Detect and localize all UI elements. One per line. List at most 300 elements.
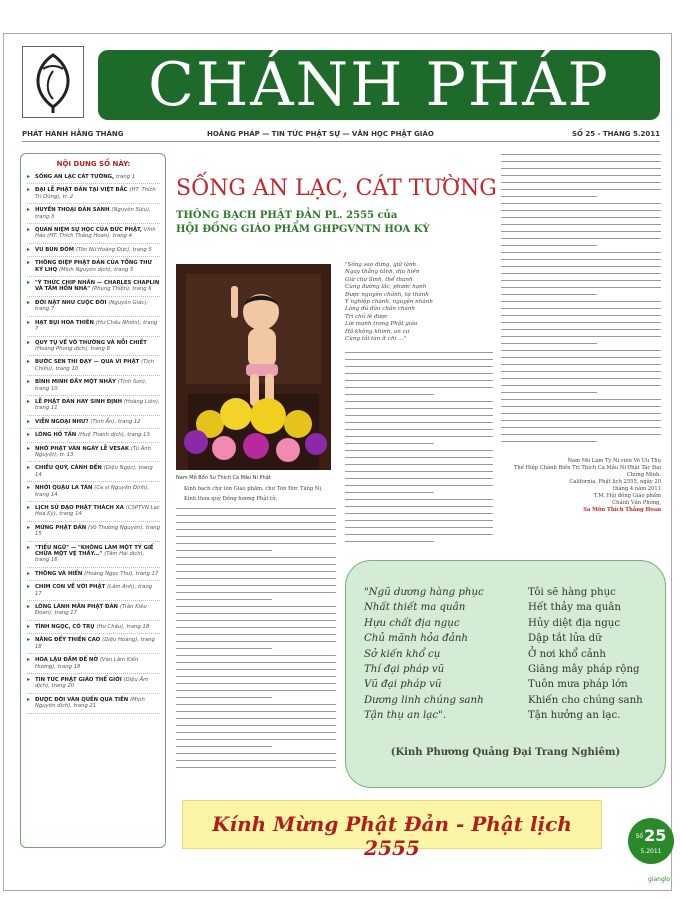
toc-item-title: CHIM CON VỀ VỚI PHẬT [35, 584, 108, 591]
toc-item [27, 378, 160, 396]
toc-item [27, 246, 160, 257]
signature-line: California, Phật lịch 2555, ngày 20 [569, 479, 661, 485]
text-line [176, 534, 336, 539]
text-line [501, 362, 661, 367]
poem-line-right: Ở nơi khổ cảnh [528, 648, 606, 660]
toc-item-page: (Minh Nguyên dịch), trang 5 [58, 266, 134, 273]
toc-item-page: trang 1 [115, 174, 136, 180]
poem-line-right: Hết thảy ma quân [528, 602, 621, 614]
bullet-icon: ▸ [27, 695, 31, 703]
poem-line-right: Giăng mây pháp rộng [528, 664, 640, 676]
toc-item [27, 279, 160, 297]
toc-item-title: ĐẠI LỄ PHẬT ĐẢN TẠI VIỆT BẮC [35, 187, 130, 194]
signature-name: Sa Môn Thích Thắng Hoan [583, 507, 661, 513]
text-line [345, 364, 493, 369]
bullet-icon: ▸ [27, 206, 31, 214]
text-line [345, 448, 493, 453]
article-subtitle-line1: THÔNG BẠCH PHẬT ĐẢN PL. 2555 của [176, 210, 398, 221]
toc-item-title: VU BÙN ĐỎM [35, 246, 76, 253]
toc-item [27, 186, 160, 204]
signature-line: Nam Mô Lâm Tỳ Ni viên Vô Ưu Thụ [567, 458, 661, 464]
text-line [345, 434, 493, 439]
table-of-contents [20, 153, 166, 848]
toc-item-page: (Văn Lâm Kiến Hương), trang 18 [35, 657, 139, 670]
inline-poem-line: Tri chủ lẽ được [345, 313, 388, 320]
toc-item-page: (Tôn Nữ Hoàng Đức), trang 5 [75, 246, 152, 253]
inline-poem-line: Được nguyên chánh, tự thành [345, 291, 429, 298]
text-line [176, 625, 336, 630]
text-line [501, 432, 661, 437]
badge-prefix: Số [635, 833, 644, 840]
signature-lines [501, 458, 661, 507]
toc-item-page: (Lâm Anh), trang 17 [35, 584, 153, 597]
text-line [345, 462, 493, 467]
toc-item-title: HẠT BỤI HOA THIÊN [35, 319, 96, 326]
text-line [176, 576, 336, 581]
toc-item-title: SỐNG AN LẠC CÁT TƯỜNG, [35, 174, 116, 180]
inline-poem-line: Lời mạnh trong Phật giáo [345, 321, 418, 328]
bullet-icon: ▸ [27, 583, 31, 591]
inline-poem-line: Hộ không khinh, an cư [345, 328, 410, 335]
text-line [176, 765, 336, 770]
text-line [501, 397, 661, 402]
toc-item [27, 603, 160, 621]
issue-badge [628, 818, 674, 864]
poem-line-right: Tuôn mưa pháp lớn [528, 679, 628, 691]
text-line [176, 653, 336, 658]
text-line [345, 406, 493, 411]
toc-item-title: VIỄN NGOẠI NHƯ? [35, 418, 91, 425]
toc-item-title: LỄ PHẬT ĐẢN HAY SINH ĐỊNH [35, 398, 124, 405]
text-line [345, 497, 493, 502]
toc-item [27, 484, 160, 502]
toc-item [27, 623, 160, 634]
text-line [501, 355, 661, 360]
bullet-icon: ▸ [27, 543, 31, 551]
toc-item [27, 504, 160, 522]
bullet-icon: ▸ [27, 636, 31, 644]
text-line [501, 250, 661, 255]
text-line [176, 506, 336, 511]
text-line [501, 334, 661, 339]
bullet-icon: ▸ [27, 569, 31, 577]
poem-line-right: Khiến cho chúng sanh [528, 694, 643, 706]
text-line [176, 723, 336, 728]
text-line [176, 737, 336, 742]
toc-item [27, 358, 160, 376]
poem-line-left: Sở kiến khổ cụ [364, 648, 441, 660]
toc-item-title: HUYỀN THOẠI ĐẢN SANH [35, 207, 112, 214]
section-list: HOẰNG PHÁP — TIN TỨC PHẬT SỰ — VĂN HỌC PHẬT GIÁO [207, 130, 434, 138]
text-line [345, 483, 493, 488]
text-line [345, 539, 434, 544]
text-line [176, 730, 336, 735]
poem-line-left: Nhất thiết ma quân [364, 602, 466, 614]
text-line [345, 413, 493, 418]
text-line [176, 562, 336, 567]
text-line [501, 201, 661, 206]
text-line [345, 518, 493, 523]
text-line [501, 257, 661, 262]
article-title: SỐNG AN LẠC, CÁT TƯỜNG [176, 176, 497, 201]
signature-line: T.M. Hội đồng Giáo phẩm [593, 493, 661, 499]
text-line [501, 313, 661, 318]
text-line [176, 688, 336, 693]
text-line [176, 702, 336, 707]
text-line [501, 348, 661, 353]
toc-item-title: MỪNG PHẬT ĐẢN [35, 524, 89, 531]
text-line [501, 229, 661, 234]
bullet-icon: ▸ [27, 484, 31, 492]
text-line [176, 639, 336, 644]
text-line [345, 420, 493, 425]
toc-item-title: HOA LẬU ĐẦM ĐỂ NỞ [35, 657, 100, 664]
text-line [345, 511, 493, 516]
toc-item [27, 398, 160, 416]
bullet-icon: ▸ [27, 464, 31, 472]
badge-date: 5.2011 [640, 848, 662, 855]
text-line [345, 469, 493, 474]
text-line [501, 292, 597, 297]
text-line [345, 378, 493, 383]
signature-line: tháng 4 năm 2011 [613, 486, 661, 492]
body-text-lines [176, 506, 336, 770]
newspaper-logo [22, 46, 84, 118]
inline-poem-line: Cùng đường lắc, phước hạnh [345, 284, 427, 291]
toc-item-page: (Hư Châu), trang 18 [96, 623, 150, 630]
toc-item [27, 696, 160, 714]
text-line [345, 476, 493, 481]
toc-item-page: (Vô Thường Nguyên), trang 15 [35, 524, 160, 538]
toc-item-page: (Hoàng Ngọc Thư), trang 17 [84, 570, 159, 577]
bullet-icon: ▸ [27, 397, 31, 405]
toc-item-title: LÒNG HỒ TẤN [35, 432, 79, 439]
poem-line-right: Dập tắt lửa dữ [528, 633, 602, 645]
photo-caption: Nam Mô Bổn Sư Thích Ca Mâu Ni Phật [176, 475, 271, 481]
greeting-1: Kính bạch chư tôn Giáo phẩm, chư Tôn Đức Tăng Ni, [184, 486, 323, 492]
text-line [501, 376, 661, 381]
lotus-leaf-icon [23, 47, 83, 117]
text-line [501, 299, 661, 304]
text-line [501, 306, 661, 311]
toc-item-page: (Tịch Chiếu), trang 10 [35, 359, 155, 372]
toc-item-title: TÌNH NGỌC, CÓ TRỤ [35, 623, 97, 630]
text-line [176, 611, 336, 616]
toc-item-page: (Phụng Thiện), trang 6 [91, 286, 152, 293]
toc-item-page: (Tịnh Ấn), trang 12 [90, 418, 141, 425]
text-line [501, 208, 661, 213]
inline-poem-line: "Sống sao đứng, giữ lành [345, 262, 417, 268]
poem-line-right: Tận hưởng an lạc. [528, 710, 621, 722]
issue-number: SỐ 25 - THÁNG 5.2011 [571, 130, 660, 138]
text-line [176, 751, 336, 756]
toc-item-page: (Nguyên Siêu), trang 3 [35, 207, 151, 220]
baby-buddha-photo [176, 264, 331, 470]
masthead-title: CHÁNH PHÁP [148, 50, 610, 120]
text-line [176, 646, 272, 651]
toc-item [27, 173, 160, 184]
text-line [345, 427, 493, 432]
text-line [501, 418, 661, 423]
bullet-icon: ▸ [27, 259, 31, 267]
poem-sino-vietnamese [364, 585, 514, 724]
text-line [501, 187, 661, 192]
toc-item-page: (Huệ Thanh dịch), trang 13 [78, 432, 150, 439]
text-line [501, 404, 661, 409]
inline-poem-lines [345, 262, 493, 343]
bullet-icon: ▸ [27, 675, 31, 683]
watermark: gianglo [648, 876, 671, 883]
banner-text: Kính Mừng Phật Đản - Phật lịch 2555 [212, 812, 572, 860]
toc-item-page: (Hoàng Liên), trang 11 [35, 398, 160, 412]
text-line [501, 180, 661, 185]
article-inline-poem [345, 262, 493, 343]
text-line [345, 350, 493, 355]
toc-item [27, 206, 160, 224]
text-line [176, 548, 272, 553]
text-line [501, 411, 661, 416]
poem-line-left: Chủ mãnh hỏa đảnh [364, 633, 468, 645]
toc-item [27, 676, 160, 694]
text-line [501, 285, 661, 290]
text-line [345, 392, 434, 397]
text-line [501, 383, 661, 388]
toc-item [27, 636, 160, 654]
sutra-poem-box [345, 560, 666, 788]
toc-item-page: (Diệu Âm dịch), trang 20 [35, 676, 149, 690]
text-line [501, 243, 597, 248]
poem-line-left: Hựu chất địa ngục [364, 617, 460, 629]
toc-item [27, 656, 160, 674]
toc-item [27, 431, 160, 442]
text-line [345, 504, 493, 509]
text-line [345, 371, 493, 376]
text-line [345, 532, 493, 537]
text-line [501, 194, 597, 199]
inline-poem-line: Ngay thẳng tánh, dịu hiền [345, 269, 420, 276]
toc-item-title: THÔNG ĐIỆP PHẬT ĐẢN CỦA TỔNG THƯ KÝ LHQ [35, 260, 152, 273]
toc-item-title: BÌNH MINH ĐẦY MỘT NHẤY [35, 379, 118, 386]
text-line [501, 341, 597, 346]
text-line [501, 159, 661, 164]
toc-item-page: (Diệu Ngọc), trang 14 [35, 465, 153, 478]
toc-item [27, 418, 160, 429]
bullet-icon: ▸ [27, 338, 31, 346]
bullet-icon: ▸ [27, 226, 31, 234]
toc-item-title: TIN TỨC PHẬT GIÁO THẾ GIỚI [35, 676, 124, 683]
text-line [176, 744, 272, 749]
toc-item [27, 339, 160, 357]
toc-list [27, 173, 160, 714]
article-body-center [345, 350, 493, 550]
text-line [176, 618, 336, 623]
toc-item-title: NHỚ PHẬT VÀN NGÀY LỄ VESAK [35, 445, 131, 452]
bullet-icon: ▸ [27, 298, 31, 306]
bullet-icon: ▸ [27, 444, 31, 452]
text-line [501, 264, 661, 269]
toc-item-title: ĐƯỢC ĐỜI VÀN QUẾN QUA TIỀN [35, 696, 130, 703]
poem-line-right: Tôi sẽ hàng phục [528, 587, 616, 598]
toc-item-title: LỊCH SỬ ĐẠO PHẬT THÁCH XA [35, 505, 126, 511]
toc-item-title: BƯỚC SEN THI ĐẠY — QUA VI PHẬT [35, 359, 142, 366]
text-line [176, 660, 336, 665]
bullet-icon: ▸ [27, 186, 31, 194]
vesak-banner [182, 800, 602, 860]
bullet-icon: ▸ [27, 173, 31, 180]
text-line [176, 597, 272, 602]
toc-item-title: ĐỜI NẬT NHƯ CUỘC ĐỜI [35, 299, 109, 306]
text-line [345, 385, 493, 390]
toc-item [27, 583, 160, 601]
bullet-icon: ▸ [27, 622, 31, 630]
text-line [501, 215, 661, 220]
text-line [501, 320, 661, 325]
toc-item-page: (Diệu Hoàng), trang 18 [35, 637, 155, 650]
bullet-icon: ▸ [27, 417, 31, 425]
badge-number: 25 [644, 826, 667, 845]
toc-item-title: LÒNG LÀNH MÃN PHẬT ĐẢN [35, 604, 120, 611]
bullet-icon: ▸ [27, 656, 31, 664]
text-line [501, 327, 661, 332]
inline-poem-line: Giữ chư Sinh, thể thanh [345, 276, 413, 283]
toc-item-page: (Trần Kiều Đoan), trang 17 [35, 604, 147, 617]
toc-item-page: (Tịnh Sơn), trang 10 [35, 379, 147, 392]
text-line [176, 583, 336, 588]
toc-item [27, 299, 160, 317]
toc-item-title: CHIỀU QUÝ, CÁNH ĐẾN [35, 465, 104, 472]
poem-source: (Kinh Phương Quảng Đại Trang Nghiêm) [390, 747, 621, 758]
toc-item-page: (Tâm Hải dịch), trang 16 [35, 551, 145, 564]
toc-item [27, 544, 160, 568]
signature-line: Chánh Văn Phòng, [612, 500, 661, 506]
toc-item-title: NĂNG ĐỂY THIỀN CAO [35, 637, 103, 644]
article-subtitle-line2: HỘI ĐỒNG GIÁO PHẨM GHPGVNTN HOA KỲ [176, 224, 430, 235]
text-line [176, 527, 336, 532]
body-text-lines [501, 152, 661, 444]
text-line [501, 439, 597, 444]
text-line [345, 441, 434, 446]
toc-item-page: (Minh Nguyên dịch), trang 21 [35, 696, 145, 710]
text-line [176, 681, 336, 686]
article-subtitle [176, 209, 506, 237]
bullet-icon: ▸ [27, 245, 31, 253]
text-line [501, 271, 661, 276]
text-line [501, 278, 661, 283]
toc-item [27, 464, 160, 482]
toc-item [27, 524, 160, 542]
text-line [176, 541, 336, 546]
text-line [176, 604, 336, 609]
toc-item-page: (Hoàng Phong dịch), trang 8 [35, 345, 110, 352]
text-line [501, 390, 597, 395]
toc-title: NỘI DUNG SỐ NÀY: [56, 160, 131, 168]
text-line [501, 166, 661, 171]
text-line [176, 513, 336, 518]
text-line [345, 399, 493, 404]
bullet-icon: ▸ [27, 279, 31, 287]
baby-buddha-image [176, 264, 331, 470]
text-line [345, 490, 434, 495]
inline-poem-line: Ý nghiệp chánh, nguyện nhánh [345, 299, 433, 306]
text-line [176, 758, 336, 763]
toc-item-page: (HT. Thích Trí Dũng), tr. 2 [35, 187, 156, 200]
bullet-icon: ▸ [27, 358, 31, 366]
toc-item-title: "Ý THỨC CHIP NHÂN — CHARLES CHAPLIN VÀ TÂM HỒN NHÀ" [35, 280, 160, 293]
text-line [176, 667, 336, 672]
text-line [176, 569, 336, 574]
signature-line: Thế Hiệp Chánh Biến Tri Thích Ca Mâu Ni Phật Tác Đại Chứng Minh. [513, 465, 661, 478]
greeting-2: Kính thưa quý Đồng hương Phật tử, [184, 496, 278, 502]
masthead [98, 50, 660, 120]
toc-item-title: THÔNG VÀ HIỂN [35, 570, 85, 577]
toc-item-page: (Ca sĩ Nguyên Định), trang 14 [35, 485, 150, 498]
text-line [501, 425, 661, 430]
text-line [176, 716, 336, 721]
toc-item-title: NHỚI QUẬU LA TÁN [35, 485, 95, 492]
poem-line-left: Dương linh chúng sanh [364, 694, 484, 706]
toc-item-title: "TIẾU NGỮ" — "KHÔNG LÀM MỘT TỶ GIỂ CHỮA MỘT VỆ THẦY..." [35, 544, 154, 558]
text-line [176, 674, 336, 679]
toc-item [27, 445, 160, 463]
bullet-icon: ▸ [27, 431, 31, 439]
article-body-right [501, 152, 661, 452]
bullet-icon: ▸ [27, 504, 31, 511]
toc-item-title: QUY TỤ VỀ VÔ THƯỜNG VÀ NỖI CHIẾT [35, 339, 147, 346]
badge-number-wrap [628, 826, 674, 845]
toc-item [27, 259, 160, 277]
inline-poem-line: Cùng tôi tán ít chi ..." [345, 336, 407, 343]
body-text-lines [345, 350, 493, 544]
toc-item [27, 226, 160, 244]
bullet-icon: ▸ [27, 378, 31, 386]
toc-item [27, 570, 160, 581]
bullet-icon: ▸ [27, 318, 31, 326]
text-line [345, 357, 493, 362]
toc-item-page: (Nguyên Giác), trang 7 [35, 299, 148, 313]
toc-item-title: QUAN NIỆM SỰ HỌC CỦA ĐỨC PHẬT, [35, 227, 144, 234]
text-line [345, 455, 493, 460]
toc-item-page: Vĩnh Hảo (HT. Thích Thắng Hoan), trang 4 [35, 227, 156, 240]
poem-line-right: Hủy diệt địa ngục [528, 617, 621, 629]
text-line [345, 525, 493, 530]
toc-item [27, 319, 160, 337]
text-line [176, 520, 336, 525]
text-line [501, 173, 661, 178]
article-signature [501, 458, 661, 538]
text-line [501, 222, 661, 227]
text-line [176, 695, 272, 700]
text-line [176, 555, 336, 560]
bullet-icon: ▸ [27, 523, 31, 531]
text-line [501, 369, 661, 374]
publication-frequency: PHÁT HÀNH HẰNG THÁNG [22, 130, 124, 138]
text-line [176, 632, 336, 637]
info-bar [22, 127, 660, 142]
poem-line-left: Vũ đại pháp vũ [364, 679, 442, 691]
text-line [176, 709, 336, 714]
poem-line-left: Tận thụ an lạc". [364, 710, 446, 722]
poem-line-left: Thí đại pháp vũ [364, 664, 445, 676]
text-line [501, 152, 661, 157]
text-line [176, 590, 336, 595]
article-body-left [176, 486, 336, 786]
toc-item-page: (Tú Ánh Nguyệt), tr. 13 [35, 445, 151, 458]
poem-vietnamese [528, 585, 658, 724]
toc-item-page: (CSPTVN Lạc Hoa Kỳ), trang 14 [35, 505, 160, 518]
toc-item-page: (Hư Châu Nhiên), trang 7 [35, 319, 158, 333]
text-line [501, 236, 661, 241]
poem-line-left: "Ngũ dương hàng phục [364, 587, 484, 598]
